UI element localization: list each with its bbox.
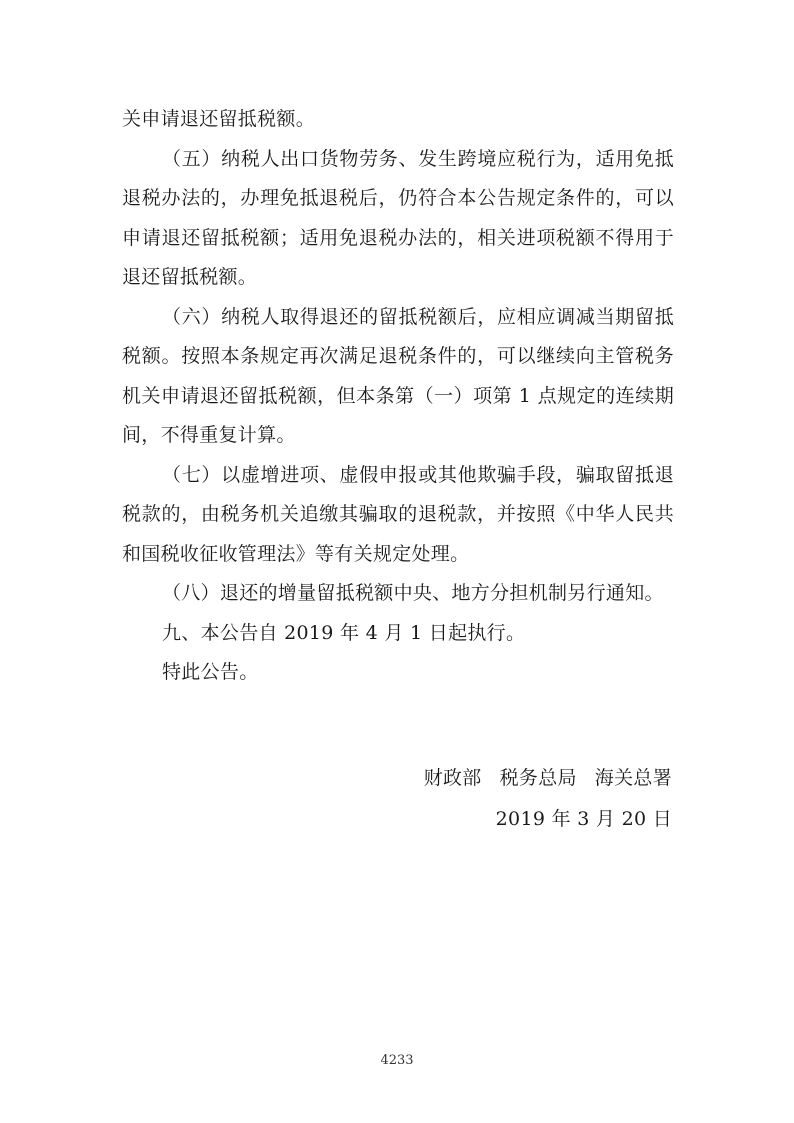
signature-org-tax-administration: 税务总局 [499,767,577,789]
signature-block [406,758,672,840]
paragraph-item-7: （七）以虚增进项、虚假申报或其他欺骗手段，骗取留抵退税款的，由税务机关追缴其骗取的退税款，并按照《中华人民共和国税收征收管理法》等有关规定处理。 [122,463,674,565]
paragraph-item-8: （八）退还的增量留抵税额中央、地方分担机制另行通知。 [162,582,664,604]
signature-orgs [406,758,672,799]
paragraph-item-6: （六）纳税人取得退还的留抵税额后，应相应调减当期留抵税额。按照本条规定再次满足退税条件的，可以继续向主管税务机关申请退还留抵税额，但本条第（一）项第 1 点规定的连续期间，不得重复计算。 [122,305,674,446]
paragraph-continuation: 关申请退还留抵税额。 [122,108,316,130]
paragraph-closing: 特此公告。 [162,661,259,683]
page-number: 4233 [380,1053,414,1068]
signature-org-customs: 海关总署 [594,767,672,789]
paragraph-effective-date: 九、本公告自 2019 年 4 月 1 日起执行。 [162,621,526,644]
paragraph-item-5: （五）纳税人出口货物劳务、发生跨境应税行为，适用免抵退税办法的，办理免抵退税后，仍符合本公告规定条件的，可以申请退还留抵税额；适用免退税办法的，相关进项税额不得用于退还留抵税额。 [122,147,674,288]
document-body [122,100,674,693]
signature-org-ministry-of-finance: 财政部 [423,767,482,789]
signature-date: 2019 年 3 月 20 日 [495,808,672,830]
